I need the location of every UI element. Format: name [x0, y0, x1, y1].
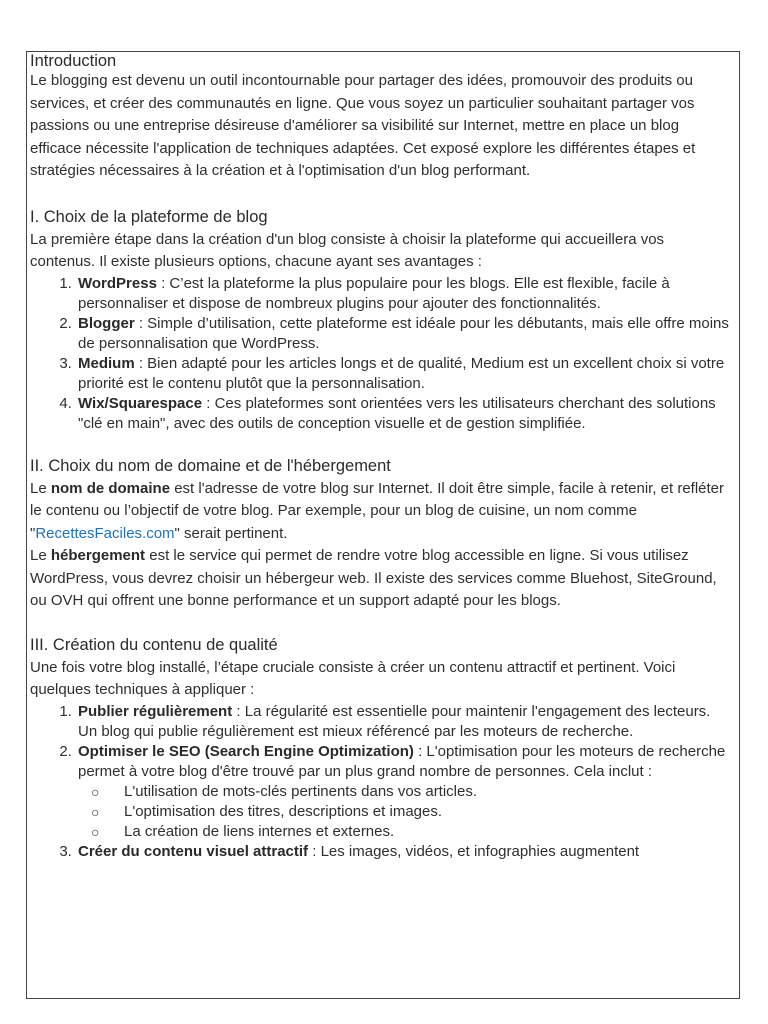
sublist-item: ○ La création de liens internes et externes. — [114, 822, 733, 842]
section1-heading: I. Choix de la plateforme de blog — [30, 207, 268, 226]
domain-term: nom de domaine — [50, 479, 171, 497]
list-item — [76, 354, 733, 394]
sublist-item: ○ L'optimisation des titres, descriptions et images. — [114, 802, 733, 822]
list-item-desc: : Bien adapté pour les articles longs et de qualité, Medium est un excellent choix si votre priorité est le contenu plutôt que la personnalisation. — [78, 354, 725, 392]
hosting-term: hébergement — [50, 547, 146, 564]
list-item-term: Publier régulièrement — [78, 702, 233, 720]
sublist-item: ○ L'utilisation de mots-clés pertinents dans vos articles. — [114, 782, 733, 802]
example-domain-link[interactable]: RecettesFaciles.com — [35, 524, 175, 542]
section3-paragraph: Une fois votre blog installé, l’étape cruciale consiste à créer un contenu attractif et pertinent. Voici quelques techniques à appliquer : — [30, 658, 676, 698]
section2-heading: II. Choix du nom de domaine et de l'hébergement — [30, 456, 391, 475]
list-item-desc: : La régularité est essentielle pour maintenir l'engagement des lecteurs. Un blog qui publie régulièrement est mieux référencé par les moteurs de recherche. — [78, 702, 711, 740]
list-item-term: Blogger — [78, 314, 135, 332]
intro-heading: Introduction — [30, 52, 117, 70]
list-item-term: WordPress — [78, 274, 157, 292]
list-item-desc: : C’est la plateforme la plus populaire pour les blogs. Elle est flexible, facile à personnaliser et dispose de nombreux plugins pour ajouter des fonctionnalités. — [78, 274, 670, 312]
document-page — [26, 51, 740, 999]
list-item-desc: : L'optimisation pour les moteurs de recherche permet à votre blog d'être trouvé par un plus grand nombre de personnes. Cela inclut : — [78, 742, 726, 780]
list-item — [76, 394, 733, 434]
list-item-desc: : Ces plateformes sont orientées vers les utilisateurs cherchant des solutions "clé en main", avec des outils de conception visuelle et de gestion simplifiée. — [78, 394, 716, 432]
list-item — [76, 702, 733, 742]
list-item-desc: : Les images, vidéos, et infographies augmentent — [308, 842, 640, 860]
techniques-list — [30, 702, 733, 862]
list-item-term: Medium — [78, 354, 135, 372]
list-item — [76, 742, 733, 842]
domain-paragraph: Le nom de domaine est l'adresse de votre blog sur Internet. Il doit être simple, facile à retenir, et refléter le contenu ou l’objectif de votre blog. Par exemple, pour un blog de cuisine, un nom comme "RecettesFaciles.com" serait pertinent. — [30, 479, 725, 542]
platform-list — [30, 274, 733, 434]
list-item-term: Wix/Squarespace — [78, 394, 203, 412]
section3-heading: III. Création du contenu de qualité — [30, 635, 278, 654]
list-item — [76, 842, 733, 862]
hosting-paragraph: Le hébergement est le service qui permet de rendre votre blog accessible en ligne. Si vous utilisez WordPress, vous devrez choisir un hébergeur web. Il existe des services comme Bluehost, SiteGround, ou OVH qui offrent une bonne performance et un support adapté pour les blogs. — [30, 547, 717, 609]
intro-paragraph: Le blogging est devenu un outil incontournable pour partager des idées, promouvoir des produits ou services, et créer des communautés en ligne. Que vous soyez un particulier souhaitant partager vos passions ou une entreprise désireuse d'améliorer sa visibilité sur Internet, mettre en place un blog efficace nécessite l'application de techniques adaptées. Cet exposé explore les différentes étapes et stratégies nécessaires à la création et à l'optimisation d'un blog performant. — [30, 72, 696, 179]
list-item-desc: : Simple d’utilisation, cette plateforme est idéale pour les débutants, mais elle offre moins de personnalisation que WordPress. — [78, 314, 729, 352]
seo-sublist — [78, 782, 733, 842]
list-item-term: Créer du contenu visuel attractif — [78, 842, 309, 860]
list-item — [76, 274, 733, 314]
list-item — [76, 314, 733, 354]
section1-paragraph: La première étape dans la création d'un blog consiste à choisir la plateforme qui accueillera vos contenus. Il existe plusieurs options, chacune ayant ses avantages : — [30, 230, 665, 270]
list-item-term: Optimiser le SEO (Search Engine Optimization) — [78, 742, 414, 760]
